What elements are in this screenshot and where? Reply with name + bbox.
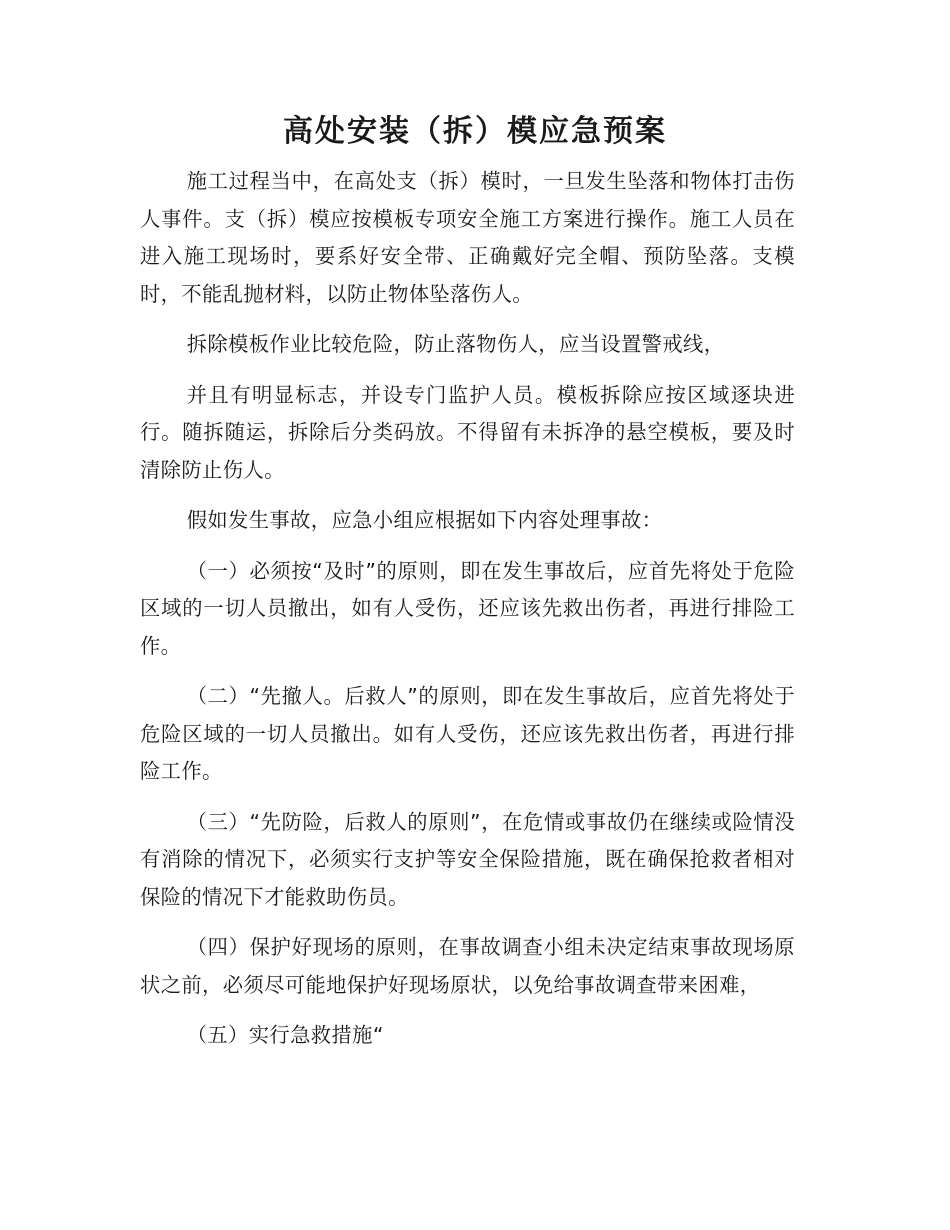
paragraph-dismantle-warning: 拆除模板作业比较危险，防止落物伤人，应当设置警戒线， [186, 332, 725, 356]
paragraph-intro: 施工过程当中，在高处支（拆）模时，一旦发生坠落和物体打击伤人事件。支（拆）模应按模板专项安全施工方案进行操作。施工人员在进入施工现场时，要系好安全带、正确戴好完全帽、预防坠落。支模时，不能乱抛材料，以防止物体坠落伤人。 [140, 169, 795, 306]
paragraph-dismantle-rules: 并且有明显标志，并设专门监护人员。模板拆除应按区域逐块进行。随拆随运，拆除后分类码放。不得留有未拆净的悬空模板，要及时清除防止伤人。 [140, 382, 795, 482]
paragraph-principle-2: （二）“先撤人。后救人”的原则，即在发生事故后，应首先将处于危险区域的一切人员撤出。如有人受伤，还应该先救出伤者，再进行排险工作。 [140, 684, 795, 783]
paragraph-principle-4: （四）保护好现场的原则，在事故调查小组未决定结束事故现场原状之前，必须尽可能地保护好现场原状，以免给事故调查带来困难， [140, 935, 795, 997]
document-title: 高处安装（拆）模应急预案 [283, 114, 667, 149]
paragraph-principle-1: （一）必须按“及时”的原则，即在发生事故后，应首先将处于危险区域的一切人员撤出，如有人受伤，还应该先救出伤者，再进行排险工作。 [140, 558, 795, 658]
paragraph-principle-3: （三）“先防险，后救人的原则”，在危情或事故仍在继续或险情没有消除的情况下，必须实行支护等安全保险措施，既在确保抢救者相对保险的情况下才能救助伤员。 [140, 809, 795, 909]
paragraph-accident-intro: 假如发生事故，应急小组应根据如下内容处理事故： [186, 508, 663, 532]
document-body [140, 163, 795, 1068]
paragraph-principle-5: （五）实行急救措施“ [186, 1023, 384, 1047]
